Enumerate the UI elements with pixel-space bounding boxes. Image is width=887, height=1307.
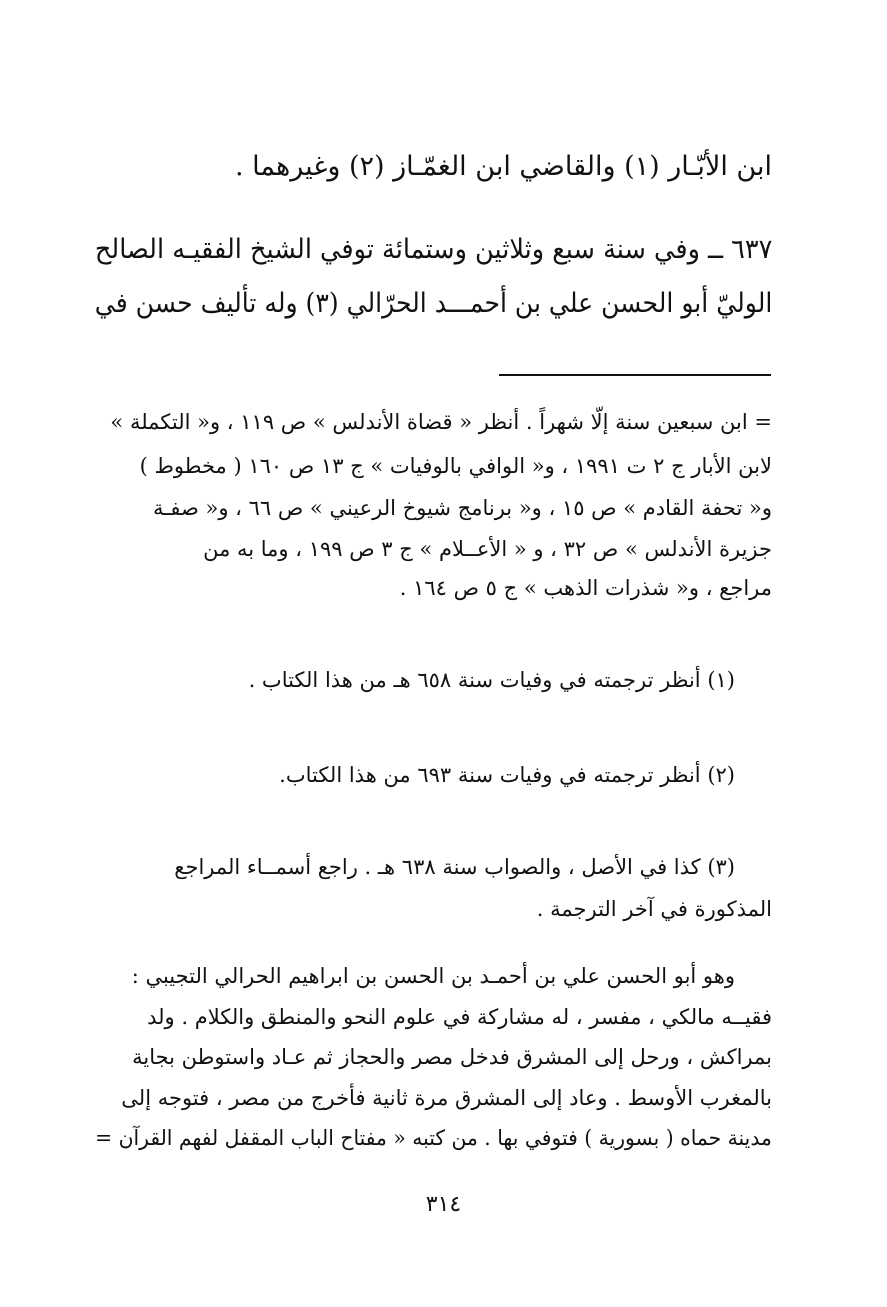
main-text-line-2: ٦٣٧ ــ وفي سنة سبع وثلاثين وستمائة توفي الشيخ الفقيـه الصالح (94, 234, 772, 265)
bio-note-line-1: وهو أبو الحسن علي بن أحمـد بن الحسن بن ابراهيم الحرالي التجيبي : (131, 964, 735, 988)
continuation-note-line-2: لابن الأبار ج ٢ ت ١٩٩١ ، و« الوافي بالوفيات » ج ١٣ ص ١٦٠ ( مخطوط ) (139, 454, 772, 478)
bio-note-line-3: بمراكش ، ورحل إلى المشرق فدخل مصر والحجاز ثم عـاد واستوطن بجاية (132, 1045, 772, 1069)
bio-note-line-4: بالمغرب الأوسط . وعاد إلى المشرق مرة ثانية فأخرج من مصر ، فتوجه إلى (121, 1086, 772, 1110)
page-number: ٣١٤ (425, 1192, 462, 1217)
footnote-1: (١) أنظر ترجمته في وفيات سنة ٦٥٨ هـ من هذا الكتاب . (248, 668, 735, 692)
continuation-note-line-1: = ابن سبعين سنة إلّا شهراً . أنظر « قضاة الأندلس » ص ١١٩ ، و« التكملة » (110, 410, 772, 434)
continuation-note-line-5: مراجع ، و« شذرات الذهب » ج ٥ ص ١٦٤ . (399, 576, 772, 600)
continuation-note-line-3: و« تحفة القادم » ص ١٥ ، و« برنامج شيوخ الرعيني » ص ٦٦ ، و« صفـة (152, 496, 772, 520)
footnote-separator (499, 374, 771, 376)
main-text-line-3: الوليّ أبو الحسن علي بن أحمـــد الحرّالي (٣) وله تأليف حسن في (94, 288, 772, 319)
bio-note-line-5: مدينة حماه ( بسورية ) فتوفي بها . من كتبه « مفتاح الباب المقفل لفهم القرآن = (95, 1126, 772, 1150)
footnote-2: (٢) أنظر ترجمته في وفيات سنة ٦٩٣ من هذا الكتاب. (279, 763, 735, 787)
continuation-note-line-4: جزيرة الأندلس » ص ٣٢ ، و « الأعــلام » ج ٣ ص ١٩٩ ، وما به من (203, 537, 772, 561)
footnote-3-line-1: (٣) كذا في الأصل ، والصواب سنة ٦٣٨ هـ . راجع أسمــاء المراجع (174, 855, 735, 879)
footnote-3-line-2: المذكورة في آخر الترجمة . (536, 897, 772, 921)
main-text-line-1: ابن الأبّـار (١) والقاضي ابن الغمّـاز (٢) وغيرهما . (234, 151, 772, 182)
bio-note-line-2: فقيــه مالكي ، مفسر ، له مشاركة في علوم النحو والمنطق والكلام . ولد (147, 1005, 772, 1029)
